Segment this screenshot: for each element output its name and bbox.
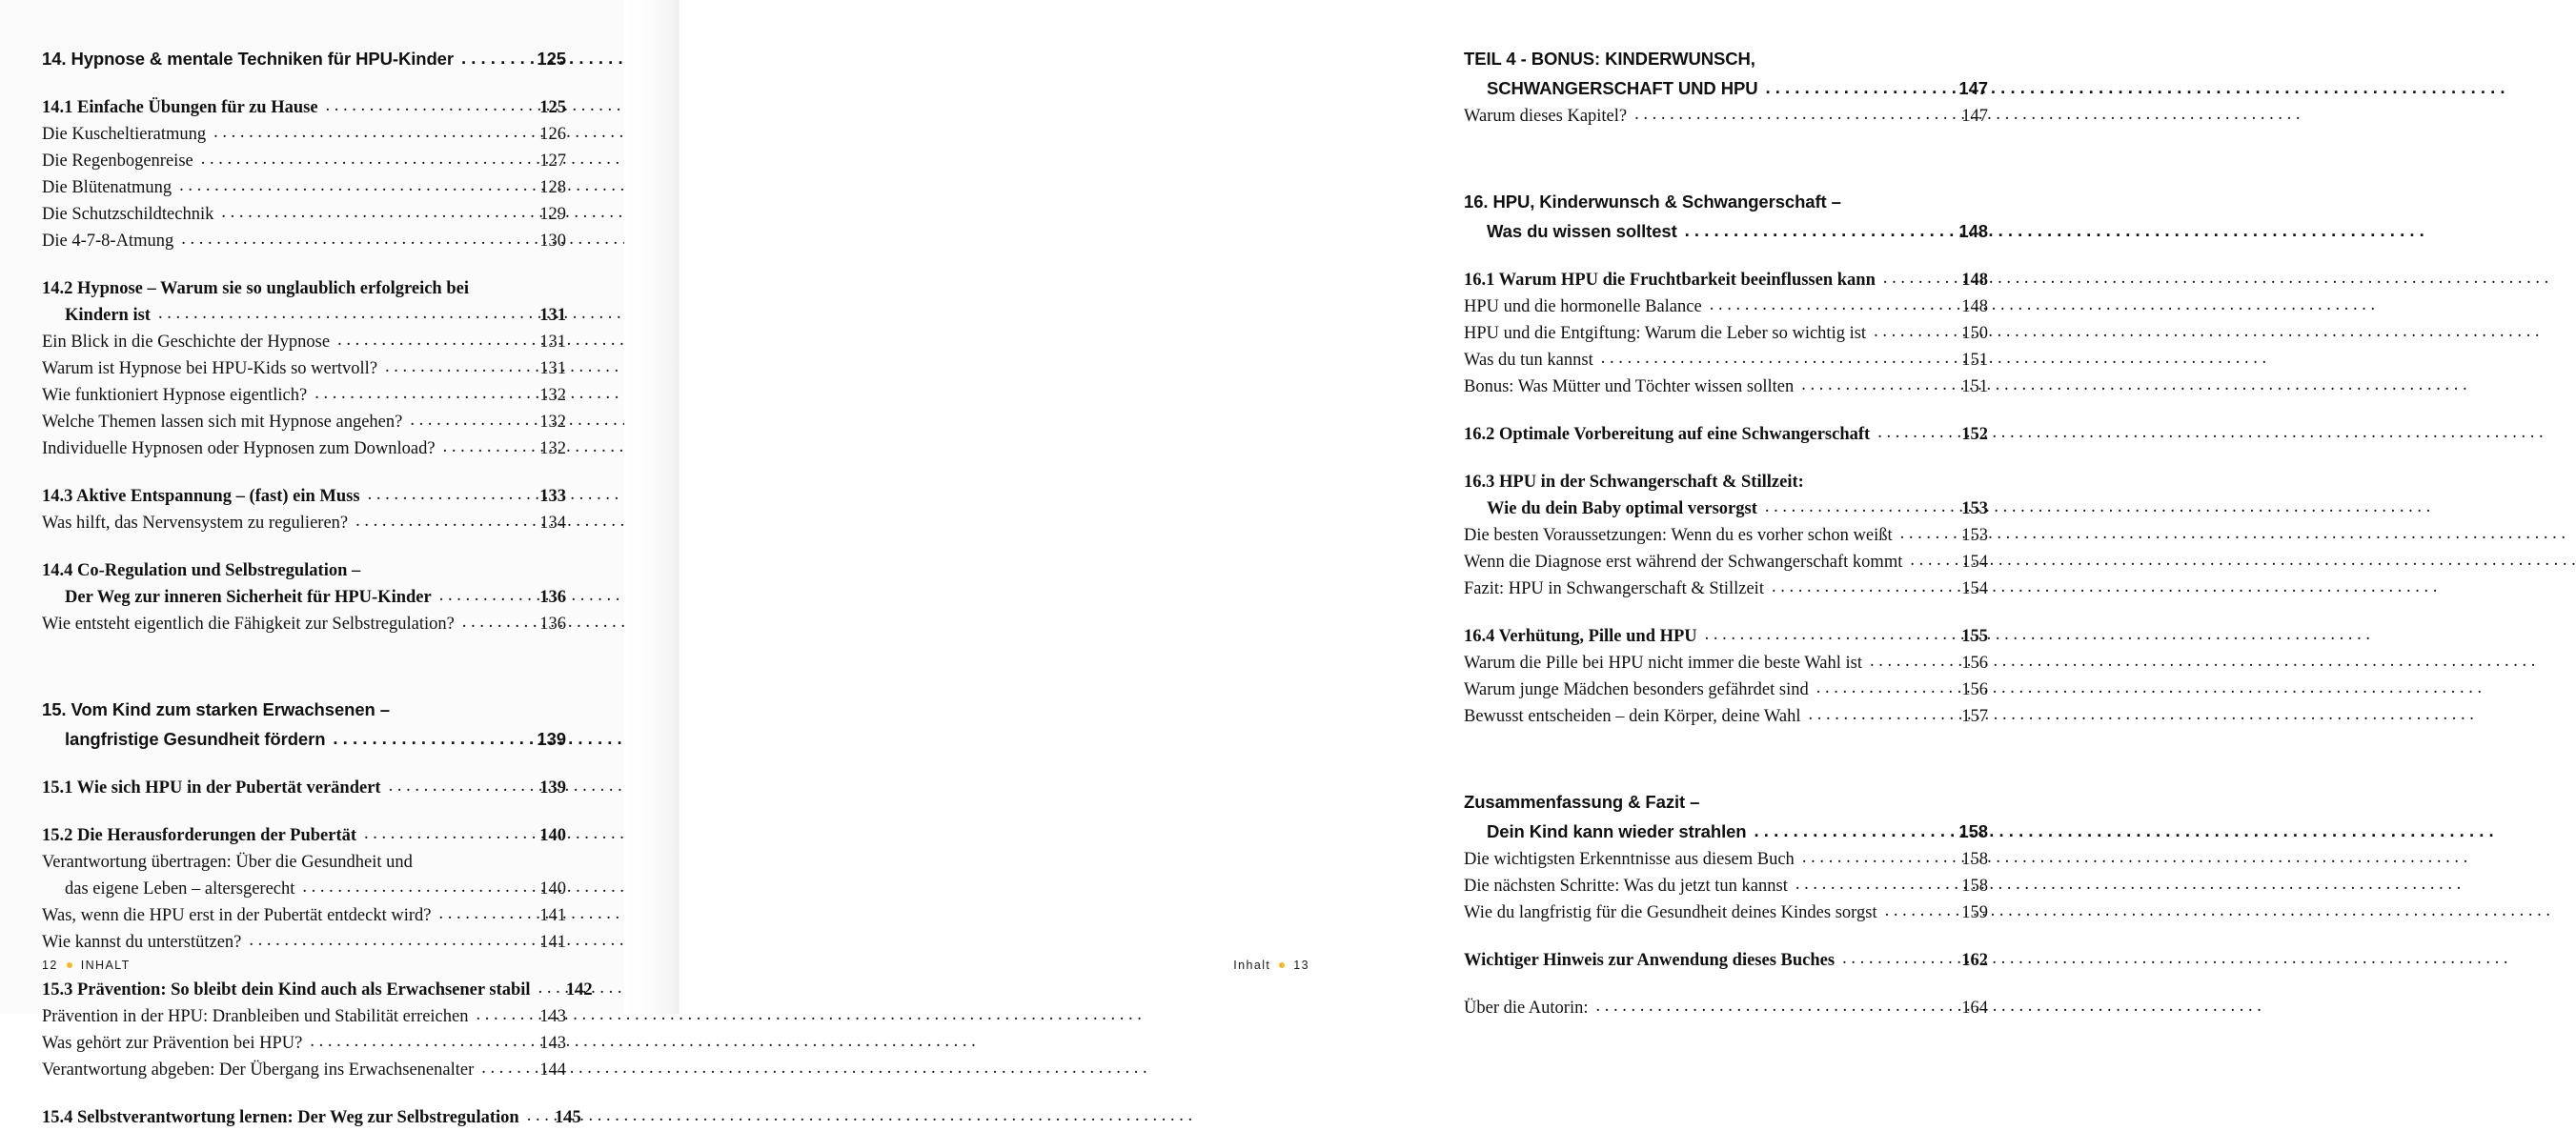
dot-leader — [1765, 79, 1937, 97]
toc-entry-title: 15.1 Wie sich HPU in der Pubertät verändert — [42, 778, 381, 798]
toc-entry[interactable] — [1464, 576, 1988, 602]
toc-page-number: 158 — [1961, 850, 1988, 869]
toc-page-number: 154 — [1961, 553, 1988, 572]
toc-page-number: 129 — [539, 205, 566, 224]
toc-spacer — [1464, 974, 1988, 995]
dot-leader — [302, 879, 521, 897]
toc-page-number: 152 — [1961, 425, 1988, 444]
toc-entry[interactable] — [1464, 320, 1988, 347]
toc-entry-title: Welche Themen lassen sich mit Hypnose angehen? — [42, 413, 403, 432]
toc-entry[interactable] — [1464, 495, 1988, 522]
toc-entry-title: Kindern ist — [65, 306, 151, 325]
toc-entry[interactable] — [42, 275, 566, 302]
toc-entry-title: 14.3 Aktive Entspannung – (fast) ein Muss — [42, 487, 360, 506]
toc-entry[interactable] — [1464, 293, 1988, 320]
toc-page-number: 157 — [1961, 707, 1988, 726]
toc-entry-title: Individuelle Hypnosen oder Hypnosen zum Download? — [42, 439, 436, 458]
dot-leader — [201, 151, 521, 169]
toc-entry[interactable] — [42, 1030, 566, 1057]
dot-leader — [1816, 679, 1943, 697]
dot-leader — [364, 825, 521, 843]
toc-entry-title: Wie funktioniert Hypnose eigentlich? — [42, 386, 308, 405]
toc-page-number: 155 — [1961, 627, 1988, 646]
toc-entry-title: Die wichtigsten Erkenntnisse aus diesem Buch — [1464, 850, 1795, 869]
toc-entry[interactable] — [42, 876, 566, 902]
footer-page-number: 13 — [1293, 959, 1309, 972]
toc-spacer — [1464, 448, 1988, 469]
toc-entry-title: TEIL 4 - BONUS: KINDERWUNSCH, — [1464, 49, 1755, 69]
toc-entry[interactable] — [42, 355, 566, 382]
toc-entry[interactable] — [42, 977, 593, 1003]
toc-entry-title: Warum die Pille bei HPU nicht immer die beste Wahl ist — [1464, 654, 1862, 673]
toc-entry-title: Der Weg zur inneren Sicherheit für HPU-Kinder — [65, 588, 432, 607]
dot-leader — [1910, 552, 1943, 570]
toc-entry[interactable] — [1464, 187, 1988, 216]
footer-label: INHALT — [80, 959, 131, 972]
toc-entry[interactable] — [1464, 623, 1988, 650]
toc-entry-title: 16.4 Verhütung, Pille und HPU — [1464, 627, 1697, 646]
dot-leader — [438, 905, 521, 923]
toc-page-number: 133 — [539, 487, 566, 506]
toc-spacer — [42, 801, 566, 822]
dot-leader — [249, 932, 521, 950]
toc-entry-title: das eigene Leben – altersgerecht — [65, 879, 295, 899]
toc-column-right — [1464, 44, 1988, 1021]
toc-entry-title: 14.4 Co-Regulation und Selbstregulation – — [42, 561, 361, 580]
toc-page-number: 142 — [565, 980, 593, 1000]
toc-entry-title: Bewusst entscheiden – dein Körper, deine Wahl — [1464, 707, 1801, 726]
dot-leader — [1900, 525, 1943, 543]
toc-entry[interactable] — [1464, 73, 1988, 103]
toc-entry[interactable] — [1464, 873, 1988, 899]
toc-entry-title: langfristige Gesundheit fördern — [65, 729, 326, 749]
dot-leader — [1877, 424, 1943, 442]
toc-page-number: 131 — [539, 333, 566, 352]
toc-entry-title: Was du tun kannst — [1464, 351, 1593, 370]
toc-entry-title: Bonus: Was Mütter und Töchter wissen sollten — [1464, 377, 1795, 396]
bullet-dot-icon — [1279, 962, 1285, 968]
toc-entry[interactable] — [1464, 650, 1988, 677]
dot-leader — [1842, 950, 1943, 968]
toc-page-number: 127 — [539, 151, 566, 171]
toc-spacer — [42, 637, 566, 695]
dot-leader — [385, 358, 521, 376]
toc-page-number: 153 — [1961, 499, 1988, 518]
toc-entry-title: Über die Autorin: — [1464, 999, 1589, 1018]
toc-entry-title: Wie entsteht eigentlich die Fähigkeit zur Selbstregulation? — [42, 615, 455, 634]
dot-leader — [368, 486, 521, 504]
dot-leader — [326, 97, 521, 115]
toc-entry[interactable] — [1464, 421, 1988, 448]
toc-page-number: 141 — [539, 933, 566, 952]
toc-entry[interactable] — [42, 822, 566, 849]
toc-page-number: 132 — [539, 386, 566, 405]
toc-entry[interactable] — [42, 584, 566, 611]
toc-page-number: 125 — [537, 49, 566, 69]
dot-leader — [310, 1033, 521, 1051]
page-right — [679, 0, 1988, 1018]
dot-leader — [443, 438, 521, 456]
dot-leader — [1795, 876, 1943, 894]
toc-spacer — [42, 73, 566, 94]
toc-entry[interactable] — [42, 121, 566, 148]
page-left — [0, 0, 679, 1127]
toc-entry-title: Wie du langfristig für die Gesundheit deines Kindes sorgst — [1464, 903, 1877, 922]
toc-entry-title: Was du wissen solltest — [1487, 221, 1677, 241]
toc-entry[interactable] — [42, 435, 566, 462]
footer-label: Inhalt — [1233, 959, 1271, 972]
toc-page-number: 139 — [537, 729, 566, 749]
toc-entry[interactable] — [1464, 44, 1988, 73]
dot-leader — [389, 778, 521, 796]
toc-entry[interactable] — [42, 775, 566, 801]
dot-leader — [181, 231, 521, 249]
toc-entry[interactable] — [42, 302, 566, 329]
dot-leader — [462, 614, 521, 632]
toc-entry-title: 16.1 Warum HPU die Fruchtbarkeit beeinflussen kann — [1464, 271, 1876, 290]
toc-spacer — [1464, 926, 1988, 947]
toc-page-number: 131 — [539, 306, 566, 325]
dot-leader — [1755, 822, 1937, 840]
toc-page-number: 151 — [1961, 351, 1988, 370]
toc-entry[interactable] — [1464, 374, 1988, 400]
toc-entry[interactable] — [1464, 347, 1988, 374]
toc-entry-title: 14.2 Hypnose – Warum sie so unglaublich erfolgreich bei — [42, 279, 469, 298]
toc-entry-title: 16.2 Optimale Vorbereitung auf eine Schwangerschaft — [1464, 425, 1871, 444]
toc-page-number: 158 — [1958, 821, 1988, 841]
dot-leader — [1808, 706, 1943, 724]
toc-entry-title: SCHWANGERSCHAFT UND HPU — [1487, 78, 1758, 98]
dot-leader — [1765, 498, 1943, 516]
toc-spacer — [42, 754, 566, 775]
toc-entry-title: Wie du dein Baby optimal versorgst — [1487, 499, 1757, 518]
toc-entry-title: Prävention in der HPU: Dranbleiben und Stabilität erreichen — [42, 1007, 469, 1026]
toc-entry-title: HPU und die hormonelle Balance — [1464, 297, 1702, 316]
toc-entry-title: Die besten Voraussetzungen: Wenn du es vorher schon weißt — [1464, 526, 1893, 545]
toc-entry[interactable] — [42, 201, 566, 228]
toc-page-number: 130 — [539, 232, 566, 251]
dot-leader — [538, 980, 548, 998]
toc-spacer — [1464, 730, 1988, 787]
toc-page-number: 136 — [539, 615, 566, 634]
toc-entry-title: Die Kuscheltieratmung — [42, 125, 207, 144]
toc-entry-title: Wichtiger Hinweis zur Anwendung dieses Buches — [1464, 951, 1836, 970]
toc-page-number: 148 — [1961, 297, 1988, 316]
toc-entry-title: Die nächsten Schritte: Was du jetzt tun kannst — [1464, 877, 1788, 896]
toc-entry[interactable] — [1464, 522, 1988, 549]
toc-page-number: 151 — [1961, 377, 1988, 396]
dot-leader — [461, 50, 516, 68]
toc-page-number: 136 — [539, 588, 566, 607]
dot-leader — [1596, 998, 1943, 1016]
toc-page-number: 148 — [1961, 271, 1988, 290]
toc-spacer — [42, 1083, 566, 1104]
toc-entry-title: HPU und die Entgiftung: Warum die Leber so wichtig ist — [1464, 324, 1867, 343]
toc-entry[interactable] — [42, 409, 566, 435]
toc-entry-title: Wenn die Diagnose erst während der Schwangerschaft kommt — [1464, 553, 1903, 572]
toc-entry-title: Die 4-7-8-Atmung — [42, 232, 174, 251]
footer-left — [42, 959, 131, 972]
toc-spacer — [1464, 246, 1988, 267]
toc-entry-title: Was gehört zur Prävention bei HPU? — [42, 1034, 303, 1053]
toc-entry[interactable] — [1464, 677, 1988, 703]
toc-page-number: 154 — [1961, 579, 1988, 598]
toc-spacer — [42, 254, 566, 275]
toc-page-number: 164 — [1961, 999, 1988, 1018]
toc-spacer — [42, 462, 566, 483]
dot-leader — [179, 177, 521, 195]
toc-entry[interactable] — [42, 174, 566, 201]
toc-entry[interactable] — [42, 724, 566, 754]
toc-page-number: 150 — [1961, 324, 1988, 343]
toc-page-number: 140 — [539, 879, 566, 899]
toc-entry[interactable] — [1464, 817, 1988, 846]
dot-leader — [1802, 849, 1943, 867]
toc-entry-title: Die Blütenatmung — [42, 178, 172, 197]
toc-page-number: 134 — [539, 514, 566, 533]
toc-entry[interactable] — [42, 1003, 566, 1030]
dot-leader — [476, 1006, 521, 1024]
dot-leader — [337, 332, 521, 350]
toc-entry[interactable] — [42, 44, 566, 73]
toc-entry[interactable] — [1464, 995, 1988, 1021]
dot-leader — [1710, 296, 1943, 314]
dot-leader — [1885, 902, 1943, 920]
toc-entry[interactable] — [1464, 787, 1988, 817]
dot-leader — [1772, 578, 1943, 596]
dot-leader — [1685, 222, 1937, 240]
dot-leader — [314, 385, 521, 403]
toc-page-number: 162 — [1961, 951, 1988, 970]
toc-entry[interactable] — [1464, 899, 1988, 926]
toc-spacer — [42, 536, 566, 557]
toc-page-number: 147 — [1961, 107, 1988, 126]
toc-entry[interactable] — [1464, 947, 1988, 974]
dot-leader — [1801, 376, 1943, 394]
toc-entry[interactable] — [42, 382, 566, 409]
dot-leader — [527, 1107, 537, 1125]
toc-entry-title: Fazit: HPU in Schwangerschaft & Stillzeit — [1464, 579, 1764, 598]
toc-page-number: 139 — [539, 778, 566, 798]
toc-page-number: 145 — [554, 1108, 581, 1127]
toc-page-number: 153 — [1961, 526, 1988, 545]
toc-entry[interactable] — [1464, 703, 1988, 730]
toc-page-number: 140 — [539, 826, 566, 845]
dot-leader — [439, 587, 521, 605]
dot-leader — [1601, 350, 1943, 368]
toc-entry-title: 15.2 Die Herausforderungen der Pubertät — [42, 826, 357, 845]
toc-entry[interactable] — [42, 849, 566, 876]
toc-entry-title: 14.1 Einfache Übungen für zu Hause — [42, 98, 318, 117]
toc-page-number: 132 — [539, 439, 566, 458]
toc-page-number: 131 — [539, 359, 566, 378]
toc-entry-title: Warum dieses Kapitel? — [1464, 107, 1628, 126]
toc-entry[interactable] — [42, 611, 566, 637]
toc-entry[interactable] — [1464, 103, 1988, 130]
dot-leader — [333, 730, 516, 748]
dot-leader — [1634, 106, 1943, 124]
toc-entry-title: 15.3 Prävention: So bleibt dein Kind auch als Erwachsener stabil — [42, 980, 531, 1000]
toc-entry[interactable] — [1464, 469, 1988, 495]
toc-entry-title: 15. Vom Kind zum starken Erwachsenen – — [42, 699, 390, 719]
toc-page-number: 132 — [539, 413, 566, 432]
dot-leader — [1705, 626, 1943, 644]
toc-page-number: 158 — [1961, 877, 1988, 896]
toc-page-number: 125 — [539, 98, 566, 117]
toc-entry-title: Die Schutzschildtechnik — [42, 205, 214, 224]
toc-page-number: 143 — [539, 1034, 566, 1053]
toc-entry-title: 16. HPU, Kinderwunsch & Schwangerschaft – — [1464, 192, 1841, 212]
toc-page-number: 156 — [1961, 654, 1988, 673]
toc-entry[interactable] — [42, 695, 566, 724]
toc-entry-title: Dein Kind kann wieder strahlen — [1487, 821, 1747, 841]
toc-entry-title: Ein Blick in die Geschichte der Hypnose — [42, 333, 331, 352]
dot-leader — [213, 124, 521, 142]
toc-spacer — [1464, 602, 1988, 623]
dot-leader — [1883, 270, 1943, 288]
dot-leader — [158, 305, 521, 323]
toc-entry-title: 14. Hypnose & mentale Techniken für HPU-Kinder — [42, 49, 454, 69]
toc-page-number: 143 — [539, 1007, 566, 1026]
dot-leader — [410, 412, 521, 430]
dot-leader — [1874, 323, 1943, 341]
toc-spacer — [1464, 130, 1988, 187]
toc-entry[interactable] — [1464, 267, 1988, 293]
toc-page-number: 126 — [539, 125, 566, 144]
bullet-dot-icon — [67, 962, 72, 968]
toc-entry[interactable] — [42, 1104, 581, 1131]
dot-leader — [221, 204, 521, 222]
toc-page-number: 141 — [539, 906, 566, 925]
toc-page-number: 159 — [1961, 903, 1988, 922]
toc-entry-title: 16.3 HPU in der Schwangerschaft & Stillzeit: — [1464, 473, 1804, 492]
toc-page-number: 147 — [1958, 78, 1988, 98]
toc-entry-title: 15.4 Selbstverantwortung lernen: Der Weg zur Selbstregulation — [42, 1108, 519, 1127]
toc-page-number: 128 — [539, 178, 566, 197]
toc-page-number: 156 — [1961, 680, 1988, 699]
toc-entry-title: Was, wenn die HPU erst in der Pubertät entdeckt wird? — [42, 906, 432, 925]
footer-right — [1233, 959, 1309, 972]
toc-entry[interactable] — [42, 510, 566, 536]
toc-entry[interactable] — [42, 94, 566, 121]
toc-entry[interactable] — [42, 148, 566, 174]
toc-entry[interactable] — [42, 228, 566, 254]
toc-entry-title: Warum junge Mädchen besonders gefährdet sind — [1464, 680, 1809, 699]
dot-leader — [355, 513, 521, 531]
toc-entry-title: Was hilft, das Nervensystem zu regulieren? — [42, 514, 349, 533]
toc-entry-title: Zusammenfassung & Fazit – — [1464, 792, 1700, 812]
toc-spacer — [1464, 400, 1988, 421]
toc-entry-title: Verantwortung abgeben: Der Übergang ins Erwachsenenalter — [42, 1060, 475, 1080]
toc-entry[interactable] — [1464, 846, 1988, 873]
toc-entry[interactable] — [42, 483, 566, 510]
toc-entry-title: Wie kannst du unterstützen? — [42, 933, 242, 952]
toc-entry[interactable] — [1464, 216, 1988, 246]
dot-leader — [481, 1060, 521, 1078]
toc-entry[interactable] — [42, 929, 566, 956]
toc-entry[interactable] — [42, 329, 566, 355]
toc-entry-title: Verantwortung übertragen: Über die Gesundheit und — [42, 853, 413, 872]
toc-entry[interactable] — [42, 902, 566, 929]
footer-page-number: 12 — [42, 959, 58, 972]
toc-entry[interactable] — [1464, 549, 1988, 576]
toc-entry-title: Warum ist Hypnose bei HPU-Kids so wertvoll? — [42, 359, 378, 378]
toc-entry[interactable] — [42, 1057, 566, 1083]
toc-page-number: 148 — [1958, 221, 1988, 241]
dot-leader — [1870, 653, 1943, 671]
toc-entry[interactable] — [42, 557, 566, 584]
toc-entry-title: Die Regenbogenreise — [42, 151, 193, 171]
toc-page-number: 144 — [539, 1060, 566, 1080]
